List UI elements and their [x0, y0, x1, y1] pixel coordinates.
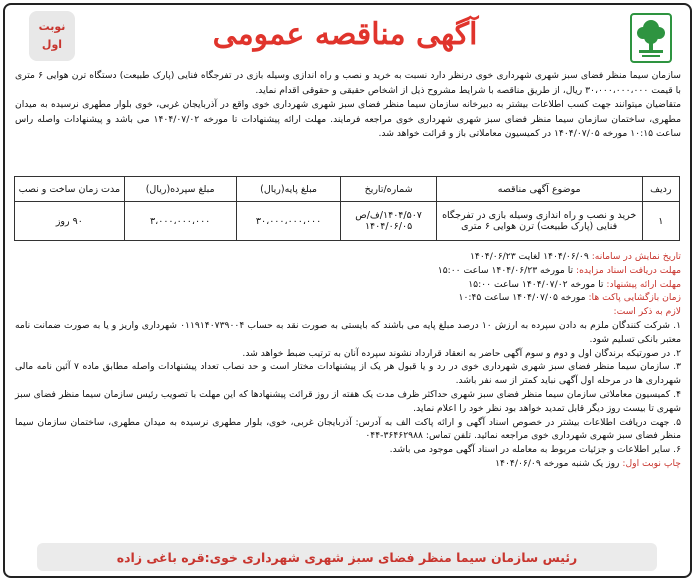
opening-time-label: زمان بازگشایی پاکت ها: — [588, 292, 681, 304]
badge-line2: اول — [41, 38, 63, 51]
print-date-value: روز یک شنبه مورخه ۱۴۰۴/۰۶/۰۹ — [495, 457, 623, 469]
opening-time-line — [15, 291, 681, 305]
intro-paragraph-1: سازمان سیما منظر فضای سبز شهری شهرداری خوی درنظر دارد نسبت به خرید و نصب و راه اندازی وسیله بازی در تفرجگاه فنایی (پارک طبیعت) دستگاه ترن هوایی ۶ متری با قیمت ۳۰،۰۰۰،۰۰۰،۰۰۰ ریال، از طریق مناقصه با شرایط مشروح ذیل از اشخاص حقیقی و حقوقی اقدام نماید. — [15, 70, 681, 96]
header — [5, 5, 690, 71]
print-date-line — [15, 457, 681, 471]
offers-deadline-label: مهلت ارائه پیشنهاد: — [606, 278, 681, 290]
note-item-5: ۵. جهت دریافت اطلاعات بیشتر در خصوص اسناد آگهی و ارائه پاکت الف به آدرس: آذربایجان غربی، خوی، بلوار مطهری نرسیده به میدان مطهری، ساختمان سازمان سیما منظر فضای سبز شهری شهرداری خوی مراجعه نمائید. تلفن تماس: ۳۶۴۶۲۹۸۸-۰۴۴ — [15, 416, 681, 442]
intro-text — [15, 69, 681, 142]
cell-subject: خرید و نصب و راه اندازی وسیله بازی در تفرجگاه فنایی (پارک طبیعت) ترن هوایی ۶ متری — [436, 202, 642, 241]
note-item-6: ۶. سایر اطلاعات و جزئیات مربوط به معامله در اسناد آگهی موجود می باشد. — [389, 444, 681, 456]
signature-footer: رئیس سازمان سیما منظر فضای سبز شهری شهرداری خوی:قره باغی زاده — [37, 543, 657, 571]
intro-paragraph-2: متقاضیان میتوانند جهت کسب اطلاعات بیشتر به دبیرخانه سازمان سیما منظر فضای سبز شهری شهرداری خوی واقع در آذربایجان غربی، خوی بلوار مطهری نرسیده به میدان مطهری، ساختمان سازمان سیما منظر فضای سبز شهری شهرداری خوی مراجعه فرمایند. مهلت ارائه پیشنهادات تا مورخه ۱۴۰۴/۰۷/۰۲ می باشد و پیشنهادات واصله راس ساعت ۱۰:۱۵ مورخه ۱۴۰۴/۰۷/۰۵ در کمیسیون معاملاتی باز و قرائت خواهد شد. — [15, 99, 681, 140]
print-date-label: چاپ نوبت اول: — [622, 457, 681, 469]
header-deposit-amount: مبلغ سپرده(ریال) — [124, 177, 236, 202]
docs-deadline-label: مهلت دریافت اسناد مزایده: — [575, 264, 681, 276]
header-row-number: ردیف — [642, 177, 679, 202]
cell-date: ۱۴۰۴/۰۶/۰۵ — [364, 221, 413, 232]
display-date-value: ۱۴۰۴/۰۶/۰۹ لغایت ۱۴۰۴/۰۶/۲۳ — [469, 251, 592, 262]
tender-table — [14, 176, 680, 241]
cell-number-date — [341, 202, 436, 241]
display-date-label: تاریخ نمایش در سامانه: — [591, 251, 681, 262]
cell-row-number: ۱ — [642, 202, 679, 241]
offers-deadline-line — [15, 278, 681, 292]
table-row — [15, 202, 680, 241]
badge-line1: نوبت — [38, 20, 66, 33]
docs-deadline-line — [15, 264, 681, 278]
note-item-1: ۱. شرکت کنندگان ملزم به دادن سپرده به ارزش ۱۰ درصد مبلغ پایه می باشند که بایستی به صورت نقد به حساب ۰۱۱۹۱۴۰۷۳۹۰۰۴ شهرداری واریز و یا به صورت ضمانت نامه معتبر بانکی تسلیم شود. — [15, 319, 681, 345]
round-badge — [29, 11, 75, 61]
table-header-row — [15, 177, 680, 202]
cell-base-amount: ۳۰،۰۰۰،۰۰۰،۰۰۰ — [236, 202, 341, 241]
note-item-3: ۳. سازمان سیما منظر فضای سبز شهری شهرداری خوی در رد و یا قبول هر یک از پیشنهادات مختار است و حد نصاب تعداد پیشنهادات واصله مطابق ماده ۷ آئین نامه مالی شهرداری ها در مرحله اول آگهی نباید کمتر از سه نفر باشد. — [15, 361, 681, 387]
cell-duration: ۹۰ روز — [15, 202, 125, 241]
header-base-amount: مبلغ پایه(ریال) — [236, 177, 341, 202]
opening-time-value: مورخه ۱۴۰۴/۰۷/۰۵ ساعت ۱۰:۴۵ — [458, 292, 589, 304]
offers-deadline-value: تا مورخه ۱۴۰۴/۰۷/۰۲ ساعت ۱۵:۰۰ — [468, 278, 607, 290]
header-duration: مدت زمان ساخت و نصب — [15, 177, 125, 202]
header-subject: موضوع آگهی مناقصه — [436, 177, 642, 202]
note-item-4: ۴. کمیسیون معاملاتی سازمان سیما منظر فضای سبز شهری حداکثر ظرف مدت یک هفته از روز قرائت پیشنهادها که این مهلت با تصویب رئیس سازمان سیما منظر فضای سبز شهری تا بیست روز دیگر قابل تمدید خواهد بود نظر خود را اعلام نماید. — [15, 388, 681, 414]
notes-heading — [15, 305, 681, 319]
note-item-2: ۲. در صورتیکه برندگان اول و دوم و سوم آگهی حاضر به انعقاد قرارداد نشوند سپرده آنان به ترتیب ضبط خواهد شد. — [242, 347, 681, 359]
municipality-tree-logo-icon — [630, 13, 672, 63]
docs-deadline-value: تا مورخه ۱۴۰۴/۰۶/۲۳ ساعت ۱۵:۰۰ — [437, 264, 576, 276]
header-number-date: شماره/تاریخ — [341, 177, 436, 202]
display-date-line — [15, 250, 681, 264]
page-title: آگهی مناقصه عمومی — [212, 17, 478, 52]
notes-label: لازم به ذکر است: — [613, 306, 681, 318]
cell-number: ۱۴۰۴/۵۰۷/ف/ص — [355, 210, 422, 221]
advertisement-frame — [3, 3, 692, 578]
details-section — [15, 250, 681, 471]
cell-deposit-amount: ۳،۰۰۰،۰۰۰،۰۰۰ — [124, 202, 236, 241]
